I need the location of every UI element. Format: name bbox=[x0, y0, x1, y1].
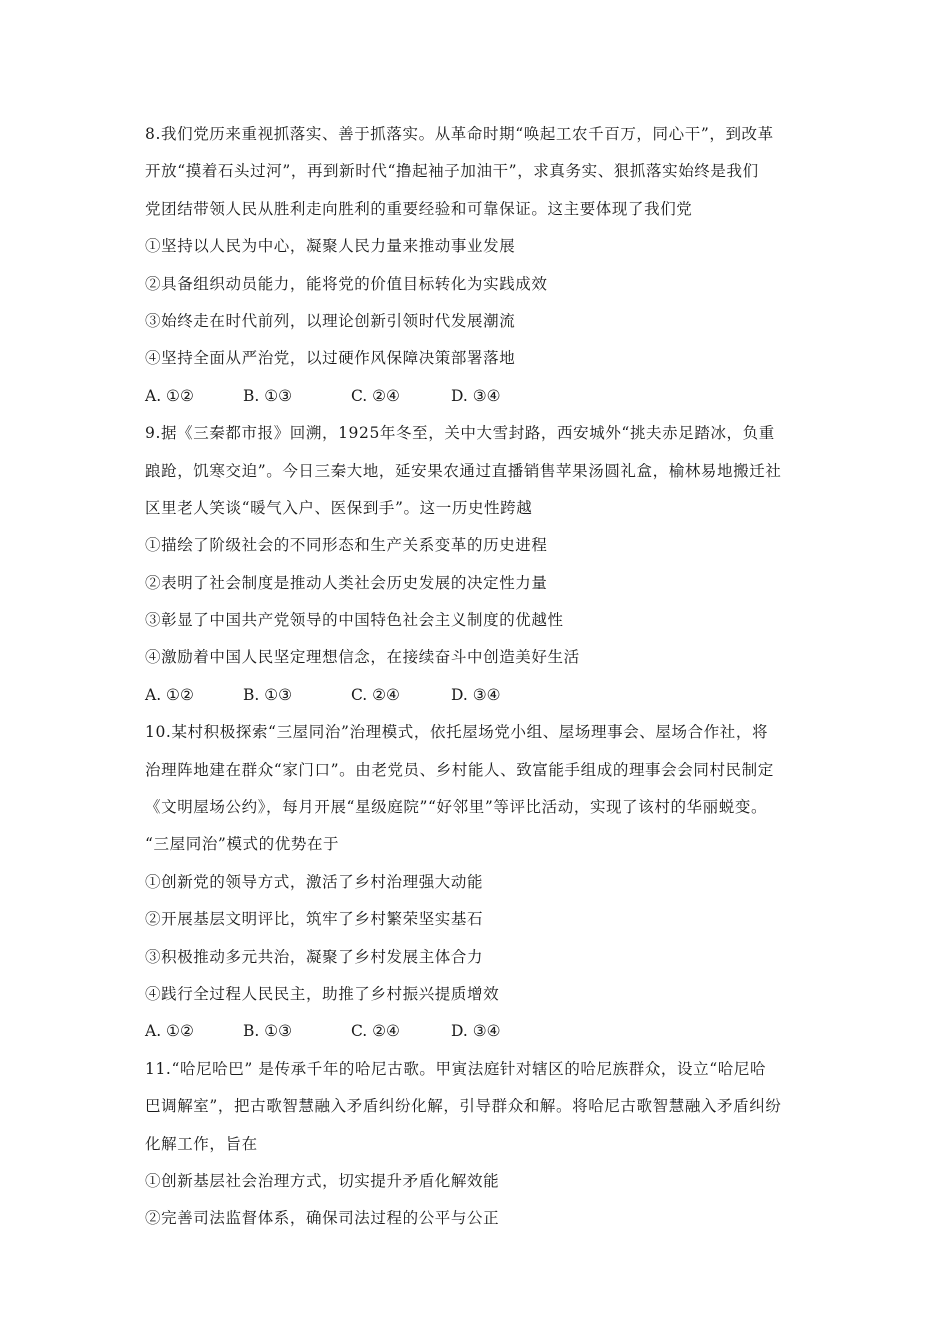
answer-choice-d: D. ③④ bbox=[451, 386, 501, 405]
option-item: ③始终走在时代前列，以理论创新引领时代发展潮流 bbox=[145, 311, 516, 330]
option-item: ③积极推动多元共治，凝聚了乡村发展主体合力 bbox=[145, 947, 484, 966]
answer-choice-c: C. ②④ bbox=[351, 386, 400, 405]
question-stem-line: 《文明屋场公约》，每月开展“星级庭院”“好邻里”等评比活动，实现了该村的华丽蜕变。 bbox=[145, 798, 768, 817]
option-item: ①坚持以人民为中心，凝聚人民力量来推动事业发展 bbox=[145, 237, 516, 256]
option-item: ④践行全过程人民民主，助推了乡村振兴提质增效 bbox=[145, 984, 500, 1003]
option-item: ③彰显了中国共产党领导的中国特色社会主义制度的优越性 bbox=[145, 611, 564, 630]
answer-choice-a: A. ①② bbox=[145, 386, 194, 405]
question-stem-line: 开放“摸着石头过河”，再到新时代“撸起袖子加油干”，求真务实、狠抓落实始终是我们 bbox=[145, 162, 759, 181]
question-stem-line: 10.某村积极探索“三屋同治”治理模式，依托屋场党小组、屋场理事会、屋场合作社，将 bbox=[145, 723, 769, 742]
question-8 bbox=[145, 116, 815, 415]
answer-choice-c: C. ②④ bbox=[351, 685, 400, 704]
answer-choices bbox=[145, 1013, 815, 1050]
question-stem-line: 化解工作，旨在 bbox=[145, 1134, 258, 1153]
question-11 bbox=[145, 1051, 815, 1238]
answer-choice-a: A. ①② bbox=[145, 685, 194, 704]
option-item: ②具备组织动员能力，能将党的价值目标转化为实践成效 bbox=[145, 274, 548, 293]
answer-choice-b: B. ①③ bbox=[243, 1022, 293, 1041]
answer-choice-b: B. ①③ bbox=[243, 685, 293, 704]
option-item: ④坚持全面从严治党，以过硬作风保障决策部署落地 bbox=[145, 349, 516, 368]
question-10 bbox=[145, 714, 815, 1051]
option-item: ②表明了社会制度是推动人类社会历史发展的决定性力量 bbox=[145, 573, 548, 592]
question-stem-line: 区里老人笑谈“暖气入户、医保到手”。这一历史性跨越 bbox=[145, 498, 533, 517]
answer-choice-a: A. ①② bbox=[145, 1022, 194, 1041]
question-stem-line: “三屋同治”模式的优势在于 bbox=[145, 835, 340, 854]
question-list bbox=[145, 116, 815, 1238]
answer-choice-d: D. ③④ bbox=[451, 1022, 501, 1041]
option-item: ①描绘了阶级社会的不同形态和生产关系变革的历史进程 bbox=[145, 536, 548, 555]
question-stem-line: 11.“哈尼哈巴” 是传承千年的哈尼古歌。甲寅法庭针对辖区的哈尼族群众，设立“哈尼哈 bbox=[145, 1059, 767, 1078]
option-item: ②开展基层文明评比，筑牢了乡村繁荣坚实基石 bbox=[145, 910, 484, 929]
question-stem-line: 巴调解室”，把古歌智慧融入矛盾纠纷化解，引导群众和解。将哈尼古歌智慧融入矛盾纠纷 bbox=[145, 1097, 782, 1116]
answer-choice-c: C. ②④ bbox=[351, 1022, 400, 1041]
question-stem-line: 治理阵地建在群众“家门口”。由老党员、乡村能人、致富能手组成的理事会会同村民制定 bbox=[145, 760, 774, 779]
option-item: ②完善司法监督体系，确保司法过程的公平与公正 bbox=[145, 1209, 500, 1228]
answer-choices bbox=[145, 378, 815, 415]
question-stem-line: 党团结带领人民从胜利走向胜利的重要经验和可靠保证。这主要体现了我们党 bbox=[145, 199, 693, 218]
question-stem-line: 踉跄，饥寒交迫”。今日三秦大地，延安果农通过直播销售苹果汤圆礼盒，榆林易地搬迁社 bbox=[145, 461, 782, 480]
answer-choice-d: D. ③④ bbox=[451, 685, 501, 704]
question-stem-line: 9.据《三秦都市报》回溯，1925年冬至，关中大雪封路，西安城外“挑夫赤足踏冰，负重 bbox=[145, 424, 775, 443]
question-stem-line: 8.我们党历来重视抓落实、善于抓落实。从革命时期“唤起工农千百万，同心干”，到改革 bbox=[145, 125, 774, 143]
option-item: ①创新基层社会治理方式，切实提升矛盾化解效能 bbox=[145, 1171, 500, 1190]
question-9 bbox=[145, 415, 815, 714]
option-item: ①创新党的领导方式，激活了乡村治理强大动能 bbox=[145, 872, 484, 891]
answer-choices bbox=[145, 677, 815, 714]
option-item: ④激励着中国人民坚定理想信念，在接续奋斗中创造美好生活 bbox=[145, 648, 580, 667]
answer-choice-b: B. ①③ bbox=[243, 386, 293, 405]
